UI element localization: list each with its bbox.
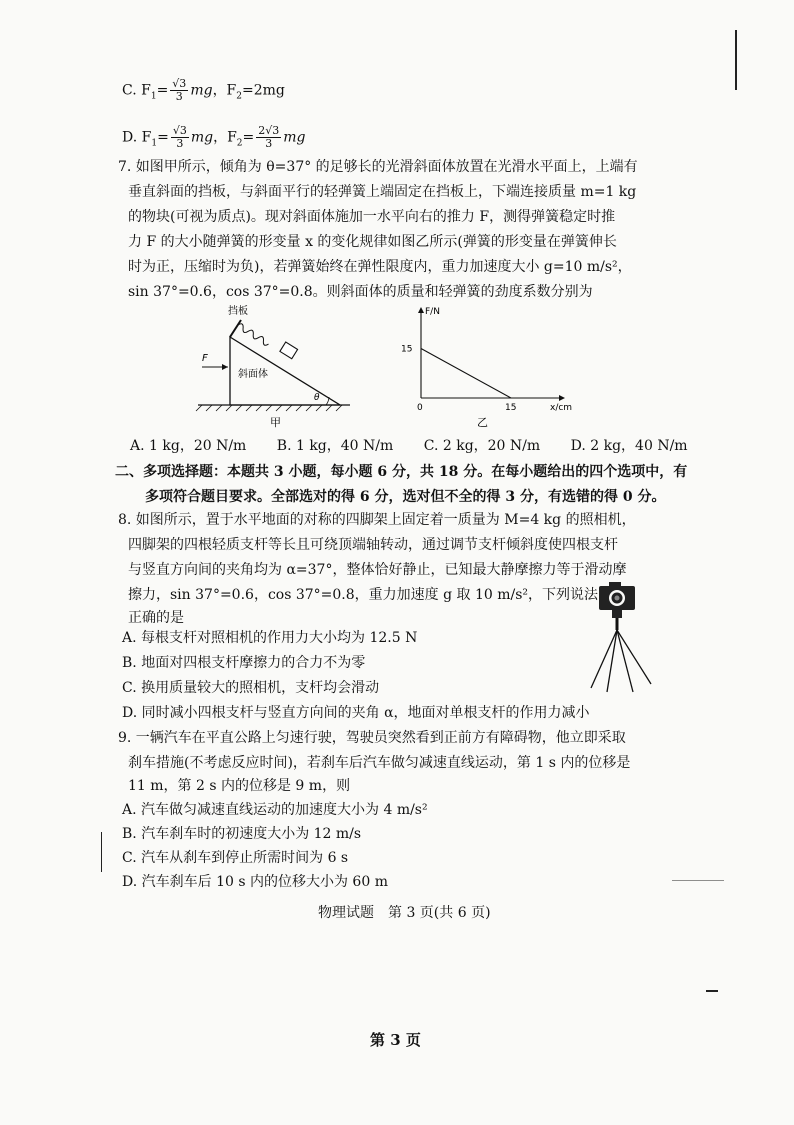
scan-mark-right xyxy=(735,30,737,90)
q7-option-a[interactable]: A. 1 kg，20 N/m xyxy=(130,438,247,454)
q8-line-1: 8. 如图所示，置于水平地面的对称的四脚架上固定着一质量为 M=4 kg 的照相机， xyxy=(118,512,636,528)
figure-yi-graph xyxy=(395,300,575,430)
label-incline: 斜面体 xyxy=(238,369,268,380)
q9-option-d[interactable]: D. 汽车刹车后 10 s 内的位移大小为 60 m xyxy=(122,874,388,890)
figure-jia-incline xyxy=(190,305,360,430)
q6-option-c: C. $F_1=$ $\frac{√3}{3}$ mg，$F_2=2mg$ xyxy=(122,77,285,103)
section-2-heading-1: 二、多项选择题：本题共 3 小题，每小题 6 分，共 18 分。在每小题给出的四个选项中，有 xyxy=(115,464,688,480)
label-f: F xyxy=(202,353,208,364)
q9-line-3: 11 m，第 2 s 内的位移是 9 m，则 xyxy=(128,778,351,794)
caption-jia: 甲 xyxy=(270,416,281,429)
q8-option-c[interactable]: C. 换用质量较大的照相机，支杆均会滑动 xyxy=(122,680,380,696)
q9-line-1: 9. 一辆汽车在平直公路上匀速行驶，驾驶员突然看到正前方有障碍物，他立即采取 xyxy=(118,730,626,746)
q7-option-d[interactable]: D. 2 kg，40 N/m xyxy=(570,438,688,454)
q7-option-c[interactable]: C. 2 kg，20 N/m xyxy=(423,438,541,454)
q6-option-d: D. $F_1=$ $\frac{√3}{3}$ mg，$F_2=$ $\frac{2√3}{3}$ mg xyxy=(122,124,306,150)
section-2-heading-2: 多项符合题目要求。全部选对的得 6 分，选对但不全的得 3 分，有选错的得 0 分。 xyxy=(145,489,666,505)
caption-yi: 乙 xyxy=(477,416,488,429)
x-axis-label: x/cm xyxy=(550,403,573,413)
q7-line-3: 的物块(可视为质点)。现对斜面体施加一水平向右的推力 F，测得弹簧稳定时推 xyxy=(128,209,616,225)
q7-line-2: 垂直斜面的挡板，与斜面平行的轻弹簧上端固定在挡板上，下端连接质量 m=1 kg xyxy=(128,184,637,200)
q9-line-2: 刹车措施(不考虑反应时间)，若刹车后汽车做匀减速直线运动，第 1 s 内的位移是 xyxy=(128,755,631,771)
q7-line-1: 7. 如图甲所示，倾角为 θ=37° 的足够长的光滑斜面体放置在光滑水平面上，上端有 xyxy=(118,159,638,175)
y-tick-15: 15 xyxy=(401,344,413,355)
q8-line-5: 正确的是 xyxy=(128,610,184,626)
q8-option-b[interactable]: B. 地面对四根支杆摩擦力的合力不为零 xyxy=(122,655,366,671)
q7-option-b[interactable]: B. 1 kg，40 N/m xyxy=(276,438,394,454)
q7-line-4: 力 F 的大小随弹簧的形变量 x 的变化规律如图乙所示(弹簧的形变量在弹簧伸长 xyxy=(128,234,617,250)
q8-option-a[interactable]: A. 每根支杆对照相机的作用力大小均为 12.5 N xyxy=(122,630,418,646)
page-footer: 物理试题 第 3 页(共 6 页) xyxy=(318,905,491,921)
y-axis-label: F/N xyxy=(425,307,440,317)
x-tick-0: 0 xyxy=(417,403,423,413)
q9-option-c[interactable]: C. 汽车从刹车到停止所需时间为 6 s xyxy=(122,850,349,866)
tripod-legs xyxy=(591,630,651,692)
q8-line-2: 四脚架的四根轻质支杆等长且可绕顶端轴转动，通过调节支杆倾斜度使四根支杆 xyxy=(128,537,618,553)
camera-tripod-figure xyxy=(585,580,665,695)
q8-line-3: 与竖直方向间的夹角均为 α=37°，整体恰好静止，已知最大静摩擦力等于滑动摩 xyxy=(128,562,627,578)
f-x-line xyxy=(421,349,511,399)
q8-option-d[interactable]: D. 同时减小四根支杆与竖直方向间的夹角 α，地面对单根支杆的作用力减小 xyxy=(122,705,590,721)
q9-option-a[interactable]: A. 汽车做匀减速直线运动的加速度大小为 4 m/s² xyxy=(122,802,428,818)
q9-option-b[interactable]: B. 汽车刹车时的初速度大小为 12 m/s xyxy=(122,826,362,842)
scan-mark-dash xyxy=(706,990,718,992)
scan-mark-left xyxy=(101,832,102,872)
scan-mark-footer xyxy=(672,880,724,881)
q7-options xyxy=(130,436,714,456)
label-baffle: 挡板 xyxy=(228,306,248,317)
baffle xyxy=(230,320,241,337)
page-label: 第 3 页 xyxy=(370,1031,421,1049)
spring xyxy=(236,322,270,346)
q8-line-4: 擦力，sin 37°=0.6，cos 37°=0.8，重力加速度 g 取 10 m/s²，下列说法 xyxy=(128,587,599,603)
x-tick-15: 15 xyxy=(505,403,517,413)
q7-line-5: 时为正，压缩时为负)，若弹簧始终在弹性限度内，重力加速度大小 g=10 m/s²， xyxy=(128,259,632,275)
block xyxy=(280,342,298,359)
q7-line-6: sin 37°=0.6，cos 37°=0.8。则斜面体的质量和轻弹簧的劲度系数分别为 xyxy=(128,284,593,300)
label-theta: θ xyxy=(314,393,320,403)
